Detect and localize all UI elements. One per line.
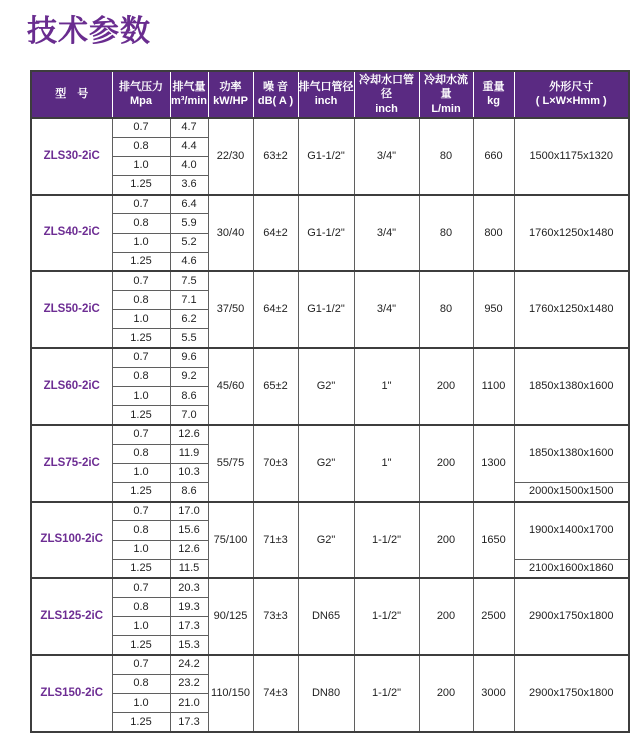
volume-value: 7.0 (170, 406, 208, 425)
weight-value: 1300 (473, 425, 514, 502)
header-zh: 噪 音 (262, 81, 289, 94)
header-zh: 重量 (482, 81, 505, 94)
noise-value: 64±2 (253, 195, 298, 272)
header-en: m³/min (170, 95, 208, 108)
dimensions-value: 1850x1380x1600 (514, 425, 629, 483)
volume-value: 5.5 (170, 329, 208, 348)
volume-value: 19.3 (170, 598, 208, 617)
volume-value: 11.5 (170, 559, 208, 578)
pressure-value: 0.7 (112, 271, 170, 290)
header-en: dB( A ) (257, 95, 294, 108)
dimensions-value: 2900x1750x1800 (514, 655, 629, 732)
water-port-value: 1-1/2" (354, 655, 419, 732)
model-block-zls125 (31, 578, 629, 655)
water-port-value: 1" (354, 348, 419, 425)
volume-value: 5.2 (170, 233, 208, 252)
power-value: 90/125 (208, 578, 253, 655)
water-flow-value: 200 (419, 578, 473, 655)
pressure-value: 0.8 (112, 521, 170, 540)
outlet-value: G2" (298, 348, 354, 425)
header-en: kW/HP (213, 95, 248, 108)
model-block-zls100 (31, 502, 629, 579)
pressure-value: 1.0 (112, 310, 170, 329)
power-value: 45/60 (208, 348, 253, 425)
water-port-value: 1-1/2" (354, 502, 419, 579)
model-name: ZLS50-2iC (31, 271, 112, 348)
pressure-value: 0.8 (112, 214, 170, 233)
model-block-zls150 (31, 655, 629, 732)
model-name: ZLS125-2iC (31, 578, 112, 655)
pressure-value: 1.0 (112, 617, 170, 636)
spec-table (30, 70, 630, 733)
header-zh: 型 号 (55, 88, 89, 101)
volume-value: 11.9 (170, 444, 208, 463)
header-zh: 功率 (219, 81, 242, 94)
volume-value: 17.3 (170, 617, 208, 636)
weight-value: 660 (473, 118, 514, 195)
pressure-value: 1.0 (112, 540, 170, 559)
water-flow-value: 80 (419, 271, 473, 348)
header-en: inch (314, 95, 338, 108)
outlet-value: G1-1/2" (298, 195, 354, 272)
header-zh: 排气压力 (119, 81, 163, 94)
power-value: 75/100 (208, 502, 253, 579)
water-flow-value: 200 (419, 502, 473, 579)
pressure-value: 0.7 (112, 655, 170, 674)
outlet-value: DN80 (298, 655, 354, 732)
pressure-value: 0.8 (112, 598, 170, 617)
pressure-value: 1.0 (112, 694, 170, 713)
dimensions-value: 2900x1750x1800 (514, 578, 629, 655)
pressure-value: 1.25 (112, 482, 170, 501)
model-block-zls40 (31, 195, 629, 272)
header-zh: 排气量 (172, 81, 206, 94)
water-port-value: 3/4" (354, 118, 419, 195)
pressure-value: 0.7 (112, 118, 170, 137)
water-flow-value: 200 (419, 348, 473, 425)
pressure-value: 1.0 (112, 463, 170, 482)
model-block-zls50 (31, 271, 629, 348)
pressure-value: 1.25 (112, 713, 170, 732)
pressure-value: 1.25 (112, 559, 170, 578)
pressure-value: 0.8 (112, 444, 170, 463)
table-row (31, 118, 629, 137)
col-header-power (208, 71, 253, 118)
weight-value: 800 (473, 195, 514, 272)
volume-value: 4.4 (170, 137, 208, 156)
volume-value: 7.1 (170, 291, 208, 310)
volume-value: 12.6 (170, 540, 208, 559)
power-value: 22/30 (208, 118, 253, 195)
pressure-value: 1.0 (112, 156, 170, 175)
pressure-value: 1.25 (112, 252, 170, 271)
pressure-value: 0.8 (112, 291, 170, 310)
noise-value: 65±2 (253, 348, 298, 425)
volume-value: 21.0 (170, 694, 208, 713)
volume-value: 12.6 (170, 425, 208, 444)
col-header-water-port (354, 71, 419, 118)
volume-value: 8.6 (170, 387, 208, 406)
volume-value: 15.6 (170, 521, 208, 540)
outlet-value: G1-1/2" (298, 271, 354, 348)
noise-value: 63±2 (253, 118, 298, 195)
table-row (31, 655, 629, 674)
header-zh: 冷却水流量 (424, 74, 468, 101)
dimensions-value-alt: 2000x1500x1500 (514, 482, 629, 501)
volume-value: 4.7 (170, 118, 208, 137)
pressure-value: 1.0 (112, 233, 170, 252)
dimensions-value: 1760x1250x1480 (514, 271, 629, 348)
col-header-weight (473, 71, 514, 118)
weight-value: 2500 (473, 578, 514, 655)
model-name: ZLS100-2iC (31, 502, 112, 579)
pressure-value: 0.7 (112, 502, 170, 521)
noise-value: 64±2 (253, 271, 298, 348)
pressure-value: 1.25 (112, 406, 170, 425)
power-value: 55/75 (208, 425, 253, 502)
water-port-value: 1" (354, 425, 419, 502)
pressure-value: 0.7 (112, 195, 170, 214)
model-block-zls30 (31, 118, 629, 195)
table-header (31, 71, 629, 118)
water-flow-value: 200 (419, 425, 473, 502)
pressure-value: 1.25 (112, 329, 170, 348)
volume-value: 3.6 (170, 175, 208, 194)
pressure-value: 0.7 (112, 425, 170, 444)
weight-value: 1100 (473, 348, 514, 425)
volume-value: 23.2 (170, 674, 208, 693)
table-row (31, 348, 629, 367)
water-flow-value: 200 (419, 655, 473, 732)
volume-value: 9.2 (170, 367, 208, 386)
volume-value: 9.6 (170, 348, 208, 367)
volume-value: 5.9 (170, 214, 208, 233)
dimensions-value: 1760x1250x1480 (514, 195, 629, 272)
outlet-value: DN65 (298, 578, 354, 655)
pressure-value: 1.25 (112, 636, 170, 655)
volume-value: 4.0 (170, 156, 208, 175)
col-header-water-flow (419, 71, 473, 118)
col-header-dimensions (514, 71, 629, 118)
volume-value: 4.6 (170, 252, 208, 271)
volume-value: 8.6 (170, 482, 208, 501)
header-en: Mpa (130, 95, 152, 108)
pressure-value: 0.7 (112, 348, 170, 367)
header-en: ( L×W×Hmm ) (535, 95, 607, 108)
model-name: ZLS150-2iC (31, 655, 112, 732)
volume-value: 15.3 (170, 636, 208, 655)
header-zh: 冷却水口管径 (359, 74, 414, 101)
volume-value: 17.3 (170, 713, 208, 732)
table-row (31, 425, 629, 444)
model-name: ZLS40-2iC (31, 195, 112, 272)
weight-value: 950 (473, 271, 514, 348)
volume-value: 17.0 (170, 502, 208, 521)
water-flow-value: 80 (419, 195, 473, 272)
col-header-noise (253, 71, 298, 118)
outlet-value: G1-1/2" (298, 118, 354, 195)
volume-value: 7.5 (170, 271, 208, 290)
dimensions-value-alt: 2100x1600x1860 (514, 559, 629, 578)
pressure-value: 1.25 (112, 175, 170, 194)
noise-value: 74±3 (253, 655, 298, 732)
table-row (31, 578, 629, 597)
model-name: ZLS75-2iC (31, 425, 112, 502)
pressure-value: 0.8 (112, 137, 170, 156)
dimensions-value: 1500x1175x1320 (514, 118, 629, 195)
volume-value: 6.2 (170, 310, 208, 329)
col-header-pressure (112, 71, 170, 118)
power-value: 30/40 (208, 195, 253, 272)
model-block-zls60 (31, 348, 629, 425)
page-title: 技术参数 (27, 15, 151, 48)
weight-value: 1650 (473, 502, 514, 579)
power-value: 110/150 (208, 655, 253, 732)
header-en: kg (487, 95, 500, 108)
water-port-value: 3/4" (354, 271, 419, 348)
weight-value: 3000 (473, 655, 514, 732)
dimensions-value: 1900x1400x1700 (514, 502, 629, 560)
pressure-value: 0.8 (112, 674, 170, 693)
dimensions-value: 1850x1380x1600 (514, 348, 629, 425)
col-header-outlet (298, 71, 354, 118)
table-row (31, 271, 629, 290)
noise-value: 70±3 (253, 425, 298, 502)
header-row (31, 71, 629, 118)
header-zh: 排气口管径 (298, 81, 354, 94)
outlet-value: G2" (298, 502, 354, 579)
outlet-value: G2" (298, 425, 354, 502)
pressure-value: 0.8 (112, 367, 170, 386)
volume-value: 20.3 (170, 578, 208, 597)
noise-value: 71±3 (253, 502, 298, 579)
table-row (31, 195, 629, 214)
power-value: 37/50 (208, 271, 253, 348)
model-name: ZLS30-2iC (31, 118, 112, 195)
header-zh: 外形尺寸 (549, 81, 594, 94)
table-row (31, 502, 629, 521)
water-port-value: 3/4" (354, 195, 419, 272)
volume-value: 6.4 (170, 195, 208, 214)
model-name: ZLS60-2iC (31, 348, 112, 425)
water-flow-value: 80 (419, 118, 473, 195)
pressure-value: 0.7 (112, 578, 170, 597)
noise-value: 73±3 (253, 578, 298, 655)
col-header-model (31, 71, 112, 118)
water-port-value: 1-1/2" (354, 578, 419, 655)
volume-value: 24.2 (170, 655, 208, 674)
volume-value: 10.3 (170, 463, 208, 482)
header-en: inch (375, 102, 398, 115)
pressure-value: 1.0 (112, 387, 170, 406)
header-en: L/min (431, 102, 461, 115)
col-header-volume (170, 71, 208, 118)
model-block-zls75 (31, 425, 629, 502)
